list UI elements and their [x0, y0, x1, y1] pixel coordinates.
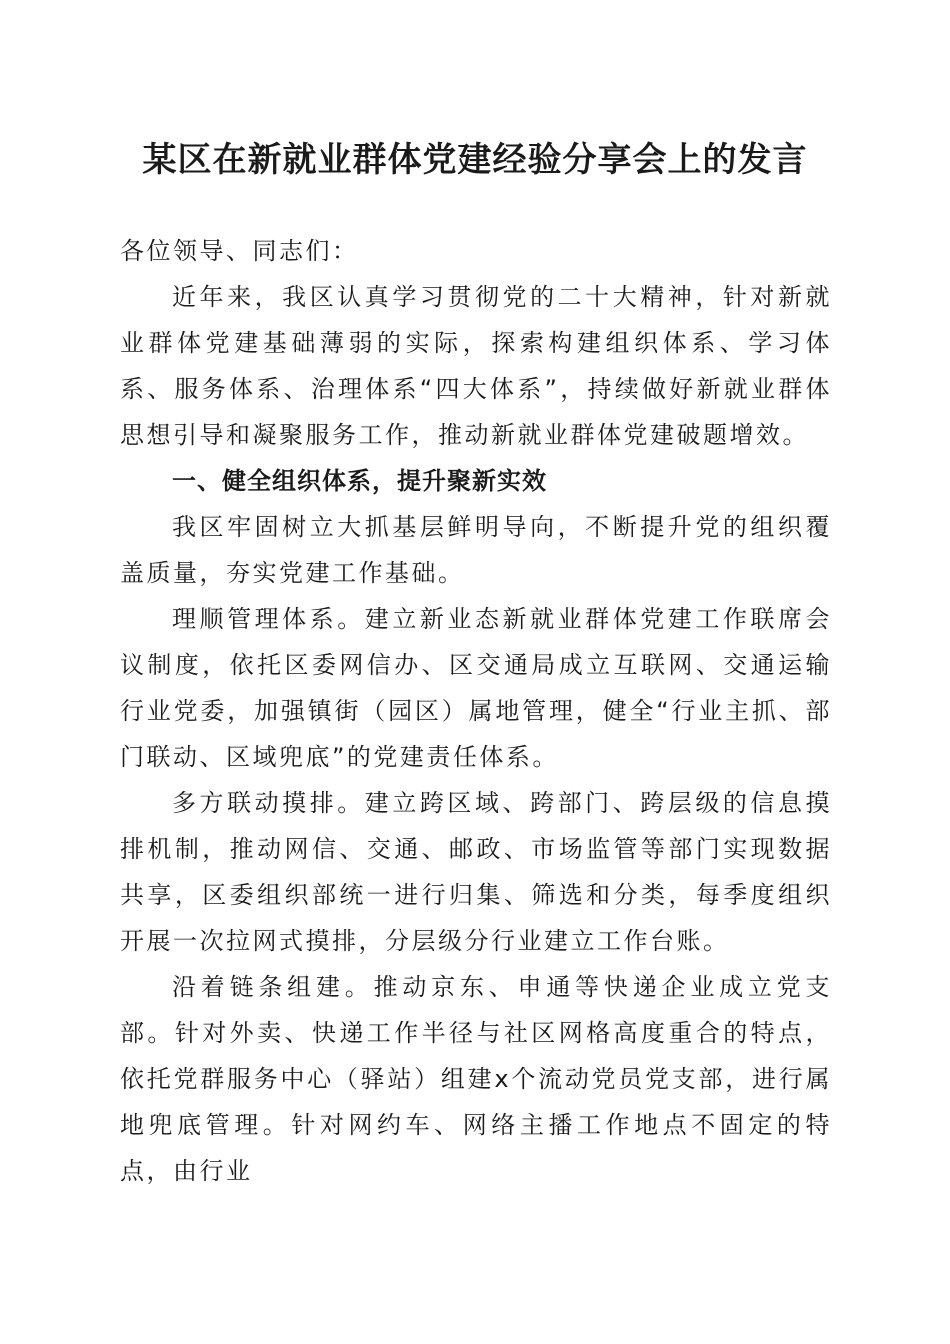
paragraph-management-system: 理顺管理体系。建立新业态新就业群体党建工作联席会议制度，依托区委网信办、区交通局成立互联网、交通运输行业党委，加强镇街（园区）属地管理，健全“行业主抓、部门联动、区域兜底”的党建责任体系。	[120, 605, 832, 771]
document-title: 某区在新就业群体党建经验分享会上的发言	[142, 140, 808, 180]
paragraph-chain-building: 沿着链条组建。推动京东、申通等快递企业成立党支部。针对外卖、快递工作半径与社区网格高度重合的特点，依托党群服务中心（驿站）组建x个流动党员党支部，进行属地兜底管理。针对网约车、网络主播工作地点不固定的特点，由行业	[120, 973, 832, 1185]
paragraph-organization: 我区牢固树立大抓基层鲜明导向，不断提升党的组织覆盖质量，夯实党建工作基础。	[120, 513, 832, 587]
document-body	[120, 228, 832, 1194]
salutation: 各位领导、同志们：	[120, 237, 359, 265]
section-heading-1: 一、健全组织体系，提升聚新实效	[172, 467, 547, 495]
paragraph-joint-survey: 多方联动摸排。建立跨区域、跨部门、跨层级的信息摸排机制，推动网信、交通、邮政、市场监管等部门实现数据共享，区委组织部统一进行归集、筛选和分类，每季度组织开展一次拉网式摸排，分层级分行业建立工作台账。	[120, 789, 832, 955]
paragraph-intro: 近年来，我区认真学习贯彻党的二十大精神，针对新就业群体党建基础薄弱的实际，探索构建组织体系、学习体系、服务体系、治理体系“四大体系”，持续做好新就业群体思想引导和凝聚服务工作，推动新就业群体党建破题增效。	[120, 283, 832, 449]
